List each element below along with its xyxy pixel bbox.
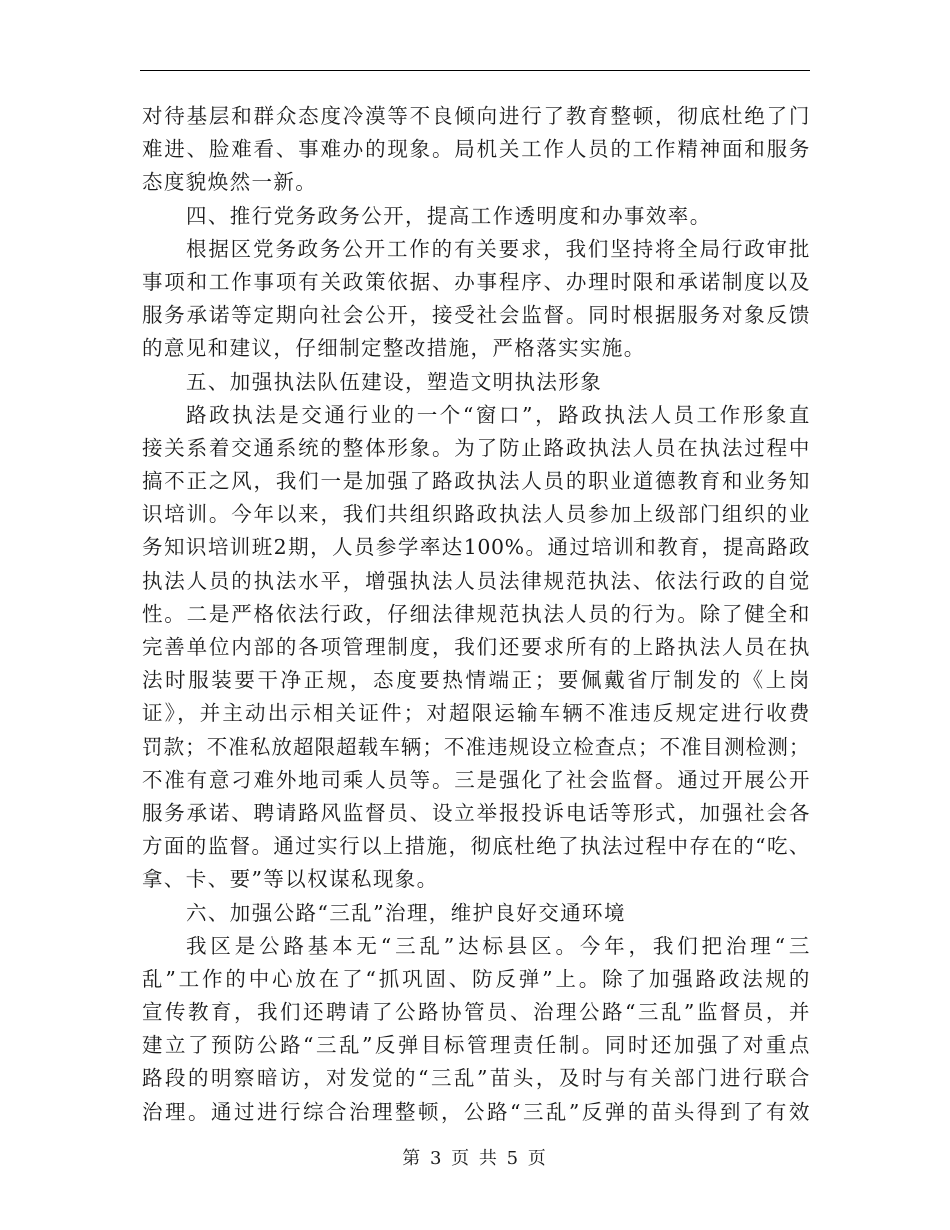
body-text xyxy=(142,100,810,1129)
text-line: 证》，并主动出示相关证件；对超限运输车辆不准违反规定进行收费 xyxy=(142,701,810,726)
text-line: 法时服装要干净正规，态度要热情端正；要佩戴省厅制发的《上岗 xyxy=(142,668,810,693)
text-line: 服务承诺等定期向社会公开，接受社会监督。同时根据服务对象反馈 xyxy=(142,303,810,328)
text-line: 建立了预防公路“三乱”反弹目标管理责任制。同时还加强了对重点 xyxy=(142,1033,810,1058)
text-line: 六、加强公路“三乱”治理，维护良好交通环境 xyxy=(186,900,626,925)
text-line: 路段的明察暗访，对发觉的“三乱”苗头，及时与有关部门进行联合 xyxy=(142,1066,810,1091)
text-line: 四、推行党务政务公开，提高工作透明度和办事效率。 xyxy=(186,203,712,228)
text-line: 路政执法是交通行业的一个“窗口”，路政执法人员工作形象直 xyxy=(186,402,810,427)
text-line: 服务承诺、聘请路风监督员、设立举报投诉电话等形式，加强社会各 xyxy=(142,800,810,825)
text-line: 治理。通过进行综合治理整顿，公路“三乱”反弹的苗头得到了有效 xyxy=(142,1099,810,1124)
text-line: 执法人员的执法水平，增强执法人员法律规范执法、依法行政的自觉 xyxy=(142,568,810,593)
header-rule xyxy=(140,70,810,71)
text-line: 搞不正之风，我们一是加强了路政执法人员的职业道德教育和业务知 xyxy=(142,469,810,494)
text-line: 根据区党务政务公开工作的有关要求，我们坚持将全局行政审批 xyxy=(186,236,810,261)
text-line: 罚款；不准私放超限超载车辆；不准违规设立检查点；不准目测检测； xyxy=(142,734,810,759)
text-line: 方面的监督。通过实行以上措施，彻底杜绝了执法过程中存在的“吃、 xyxy=(142,834,810,859)
text-line: 乱”工作的中心放在了“抓巩固、防反弹”上。除了加强路政法规的 xyxy=(142,966,810,991)
page-number: 第 3 页 共 5 页 xyxy=(402,1148,548,1169)
text-line: 五、加强执法队伍建设，塑造文明执法形象 xyxy=(186,369,603,394)
text-line: 的意见和建议，仔细制定整改措施，严格落实实施。 xyxy=(142,336,646,361)
text-line: 完善单位内部的各项管理制度，我们还要求所有的上路执法人员在执 xyxy=(142,635,810,659)
text-line: 态度貌焕然一新。 xyxy=(142,170,318,195)
text-line: 不准有意刁难外地司乘人员等。三是强化了社会监督。通过开展公开 xyxy=(142,767,810,792)
text-line: 宣传教育，我们还聘请了公路协管员、治理公路“三乱”监督员，并 xyxy=(142,1000,810,1025)
text-line: 难进、脸难看、事难办的现象。局机关工作人员的工作精神面和服务 xyxy=(142,137,810,162)
text-line: 识培训。今年以来，我们共组织路政执法人员参加上级部门组织的业 xyxy=(142,502,810,527)
text-line: 我区是公路基本无“三乱”达标县区。今年，我们把治理“三 xyxy=(186,933,810,958)
text-line: 性。二是严格依法行政，仔细法律规范执法人员的行为。除了健全和 xyxy=(142,601,810,626)
text-line: 对待基层和群众态度冷漠等不良倾向进行了教育整顿，彻底杜绝了门 xyxy=(142,104,810,128)
text-line: 接关系着交通系统的整体形象。为了防止路政执法人员在执法过程中 xyxy=(142,435,810,460)
text-line: 拿、卡、要”等以权谋私现象。 xyxy=(142,867,439,892)
text-line: 务知识培训班2期，人员参学率达100%。通过培训和教育，提高路政 xyxy=(142,535,810,560)
text-line: 事项和工作事项有关政策依据、办事程序、办理时限和承诺制度以及 xyxy=(142,269,810,294)
